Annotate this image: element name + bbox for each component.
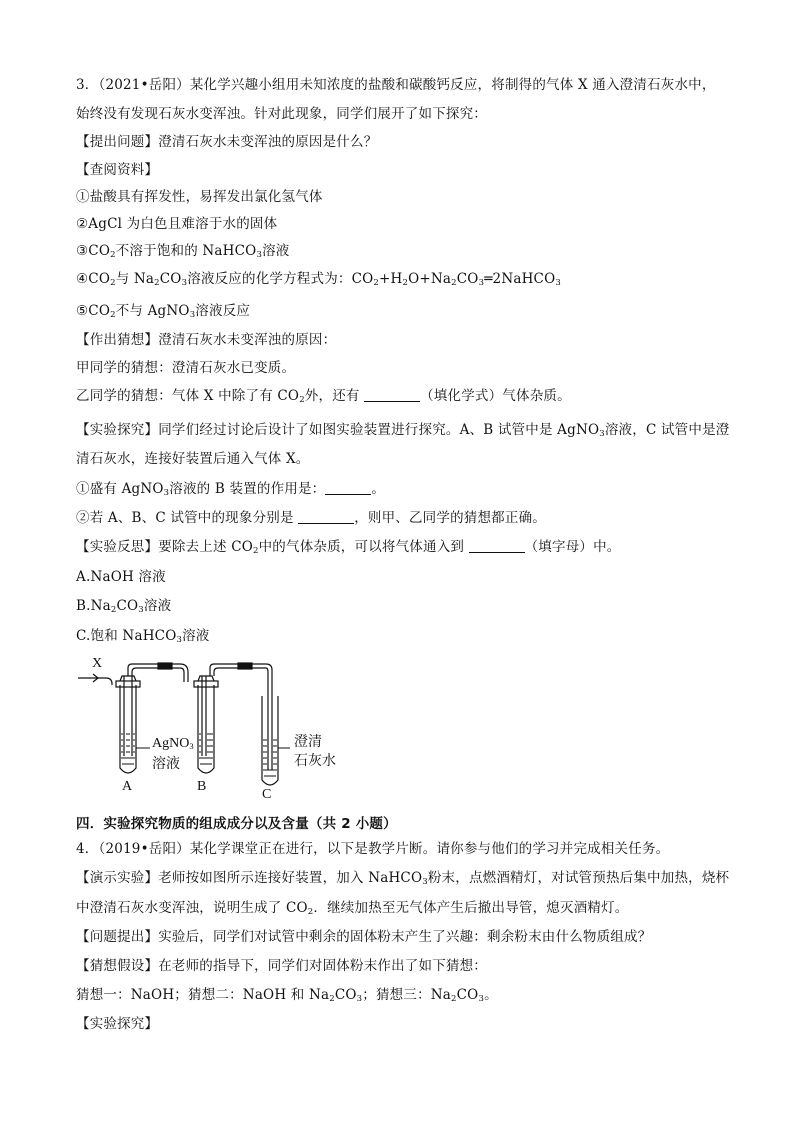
q3-experiment-line1: 【实验探究】同学们经过讨论后设计了如图实验装置进行探究。A、B 试管中是 AgNO$_3$溶液，C 试管中是澄 (76, 422, 730, 439)
tube-a-label: A (122, 779, 133, 794)
q3-question: 【提出问题】澄清石灰水未变浑浊的原因是什么？ (76, 134, 378, 150)
q3-material-5: $⑤CO_2$不与 AgNO$_3$溶液反应 (76, 303, 251, 320)
q3-reflection: 【实验反思】要除去上述 $CO_2$中的气体杂质，可以将气体通入到 （填字母）中。 (76, 539, 621, 556)
q3-guess-title: 【作出猜想】澄清石灰水未变浑浊的原因： (76, 332, 337, 348)
test-tube-a (120, 685, 136, 773)
liquid-a (121, 734, 135, 764)
tube-c-label: C (262, 787, 272, 802)
q3-material-2: ②AgCl 为白色且难溶于水的固体 (76, 216, 278, 232)
q3-exp-task-1: ①盛有 AgNO$_3$溶液的 B 装置的作用是： 。 (76, 481, 386, 498)
q4-hypotheses: 猜想一：NaOH；猜想二：NaOH 和 $Na_2CO_3$；猜想三：$Na_2CO_3$。 (76, 987, 498, 1004)
tube-b-label: B (197, 779, 207, 794)
q3-exp-task-2: ②若 A、B、C 试管中的现象分别是 ，则甲、乙同学的猜想都正确。 (76, 510, 546, 526)
apparatus-diagram (76, 652, 376, 802)
q3-guess-2: 乙同学的猜想：气体 X 中除了有 $CO_2$外，还有 （填化学式）气体杂质。 (76, 388, 571, 405)
gas-x-label: X (92, 656, 103, 671)
q4-intro: 4．（2019•岳阳）某化学课堂正在进行，以下是教学片断。请你参与他们的学习并完成相关任务。 (76, 841, 670, 857)
q3-experiment-line2: 清石灰水，连接好装置后通入气体 X。 (76, 451, 310, 467)
answer-blank-2[interactable] (325, 480, 371, 495)
q3-option-b: $B.Na_2CO_3$溶液 (76, 598, 172, 615)
q3-intro-line2: 始终没有发现石灰水变浑浊。针对此现象，同学们展开了如下探究： (76, 106, 487, 122)
answer-blank-3[interactable] (298, 509, 354, 524)
q4-demo-line1: 【演示实验】老师按如图所示连接好装置，加入 NaHCO$_3$粉末，点燃酒精灯，对试管预热后集中加热，烧杯 (76, 870, 730, 887)
q4-hypothesis-title: 【猜想假设】在老师的指导下，同学们对固体粉末作出了如下猜想： (76, 958, 487, 974)
q3-intro-line1: 3．（2021•岳阳）某化学兴趣小组用未知浓度的盐酸和碳酸钙反应，将制得的气体 X 通入澄清石灰水中， (76, 77, 716, 93)
agno3-label: AgNO$_3$ (152, 736, 194, 751)
q3-material-4: $④CO_2$与 $Na_2CO_3$溶液反应的化学方程式为：$CO_2+H_2O+Na_2CO_3═2NaHCO_3$ (76, 271, 561, 288)
answer-blank-4[interactable] (469, 538, 525, 553)
q4-explore-title: 【实验探究】 (76, 1016, 159, 1032)
lime-water-label-1: 澄清 (294, 735, 322, 750)
q4-demo-line2: 中澄清石灰水变浑浊，说明生成了 $CO_2$．继续加热至无气体产生后撤出导管，熄灭酒精灯。 (76, 900, 629, 917)
q3-option-a: A.NaOH 溶液 (76, 569, 166, 585)
q3-guess-1: 甲同学的猜想：澄清石灰水已变质。 (76, 360, 296, 376)
q4-problem: 【问题提出】实验后，同学们对试管中剩余的固体粉末产生了兴趣：剩余粉末由什么物质组成？ (76, 929, 652, 945)
q3-material-1: ①盐酸具有挥发性，易挥发出氯化氢气体 (76, 189, 323, 205)
section-4-title: 四．实验探究物质的组成成分以及含量（共 2 小题） (76, 816, 397, 832)
answer-blank-1[interactable] (364, 387, 420, 402)
liquid-c (263, 740, 277, 776)
q3-material-3: $③CO_2$不溶于饱和的 NaHCO$_3$溶液 (76, 243, 290, 260)
q3-option-c: C.饱和 NaHCO$_3$溶液 (76, 628, 210, 645)
q3-materials-title: 【查阅资料】 (76, 162, 159, 178)
solution-label: 溶液 (152, 757, 180, 772)
lime-water-label-2: 石灰水 (294, 754, 336, 769)
